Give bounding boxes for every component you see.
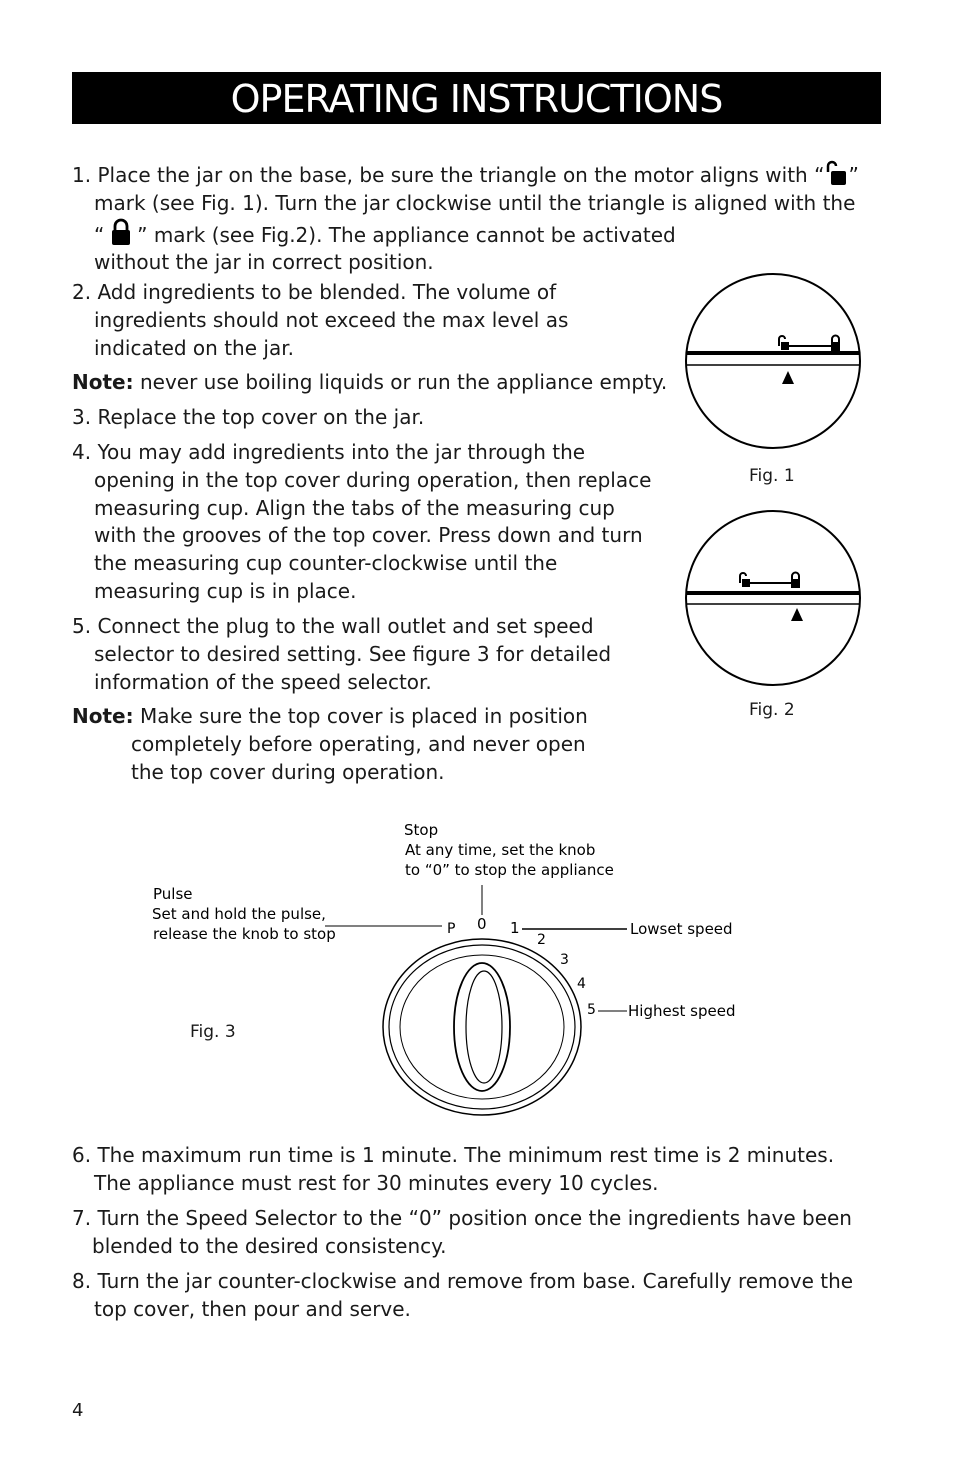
locked-padlock-icon <box>111 218 131 246</box>
fig2-diagram <box>682 507 864 689</box>
unlocked-padlock-icon <box>740 573 750 587</box>
stop-line-2: to “0” to stop the appliance <box>405 861 614 879</box>
fig3-label: Fig. 3 <box>190 1022 236 1042</box>
fig1-diagram <box>682 270 864 452</box>
stop-line-1: At any time, set the knob <box>405 841 596 859</box>
speed-2-label: 2 <box>537 932 546 948</box>
page-title: OPERATING INSTRUCTIONS <box>72 72 881 124</box>
pulse-line-2: release the knob to stop <box>153 925 336 943</box>
speed-knob <box>383 939 581 1115</box>
pulse-line-1: Set and hold the pulse, <box>152 905 326 923</box>
stop-title: Stop <box>404 821 439 839</box>
pulse-title: Pulse <box>153 885 193 903</box>
step-6: 6. The maximum run time is 1 minute. The minimum rest time is 2 minutes. The appliance must rest for 30 minutes every 10 cycles. <box>72 1143 835 1195</box>
alignment-triangle-icon <box>791 608 803 621</box>
speed-5-label: 5 <box>587 1002 596 1018</box>
lowest-speed-label: Lowset speed <box>630 920 733 938</box>
unlocked-padlock-icon <box>779 336 789 350</box>
step-2: 2. Add ingredients to be blended. The volume of ingredients should not exceed the max level as indicated on the jar. <box>72 280 569 360</box>
unlocked-padlock-icon <box>824 160 848 186</box>
locked-padlock-icon <box>791 573 800 589</box>
step-4: 4. You may add ingredients into the jar through the opening in the top cover during operation, then replace measuring cup. Align the tabs of the measuring cup with the grooves of the top cover. Press down and turn the measuring cup counter-clockwise until the measuring cup is in place. <box>72 440 652 603</box>
speed-0-label: 0 <box>477 915 487 933</box>
step-1: 1. Place the jar on the base, be sure the triangle on the motor aligns with “ ” mark (see Fig. 1). Turn the jar clockwise until the triangle is aligned with the “ ” mark (see Fig.2). The appliance cannot be activated without the jar in correct position. <box>72 160 872 277</box>
highest-speed-label: Highest speed <box>628 1002 736 1020</box>
speed-p-label: P <box>447 921 456 937</box>
note-2: Note: Make sure the top cover is placed in position completely before operating, and never open the top cover during operation. <box>72 704 588 784</box>
speed-1-label: 1 <box>510 919 520 937</box>
speed-3-label: 3 <box>560 952 569 968</box>
step-8: 8. Turn the jar counter-clockwise and remove from base. Carefully remove the top cover, then pour and serve. <box>72 1269 854 1321</box>
step-5: 5. Connect the plug to the wall outlet and set speed selector to desired setting. See figure 3 for detailed information of the speed selector. <box>72 614 612 694</box>
locked-padlock-icon <box>831 336 840 352</box>
step-3: 3. Replace the top cover on the jar. <box>72 405 425 429</box>
step-7: 7. Turn the Speed Selector to the “0” position once the ingredients have been blended to the desired consistency. <box>72 1206 852 1258</box>
alignment-triangle-icon <box>782 371 794 384</box>
step-number: 1. <box>72 163 92 187</box>
fig2-label: Fig. 2 <box>749 700 795 720</box>
speed-selector-diagram <box>140 815 760 1125</box>
speed-4-label: 4 <box>577 976 586 992</box>
note-1: Note: never use boiling liquids or run the appliance empty. <box>72 370 668 394</box>
page-number: 4 <box>72 1400 84 1421</box>
fig1-label: Fig. 1 <box>749 466 795 486</box>
